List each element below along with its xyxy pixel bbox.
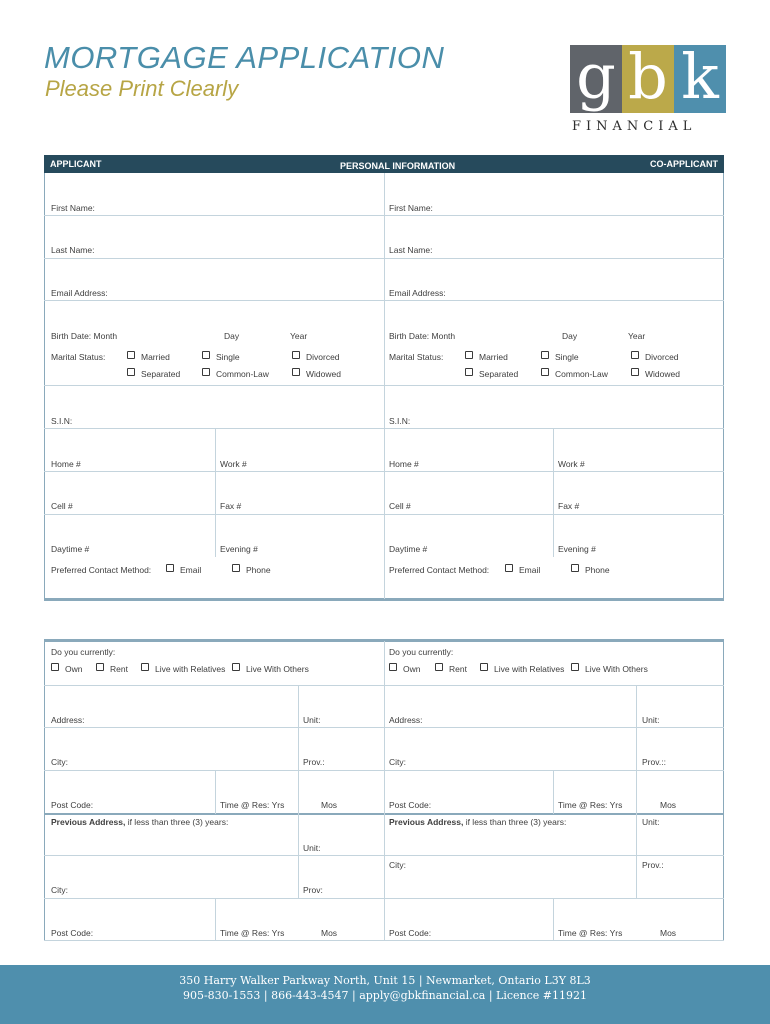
co-daytime-phone-field[interactable]: Daytime # [389,544,428,554]
column-divider [553,428,554,557]
rent-checkbox[interactable] [96,663,104,671]
column-divider [215,898,216,941]
column-divider [553,898,554,941]
co-divorced-label: Divorced [645,352,679,362]
widowed-checkbox[interactable] [292,368,300,376]
co-previous-unit-field[interactable]: Unit: [642,817,660,827]
divorced-label: Divorced [306,352,340,362]
co-residence-status-label: Do you currently: [389,647,454,657]
birth-year-field[interactable]: Year [290,331,308,341]
time-at-residence-years-field[interactable]: Time @ Res: Yrs [220,800,285,810]
co-prov-field[interactable]: Prov.:: [642,757,666,767]
co-time-at-residence-years-field[interactable]: Time @ Res: Yrs [558,800,623,810]
co-preferred-contact-label: Preferred Contact Method: [389,565,490,575]
address-field[interactable]: Address: [51,715,85,725]
previous-post-code-field[interactable]: Post Code: [51,928,94,938]
column-divider [636,814,637,898]
single-label: Single [216,352,240,362]
column-divider [553,770,554,814]
co-live-with-others-checkbox[interactable] [571,663,579,671]
residence-status-label: Do you currently: [51,647,116,657]
co-divorced-checkbox[interactable] [631,351,639,359]
footer-contact: 905-830-1553 | 866-443-4547 | apply@gbkfinancial.ca | Licence #11921 [182,989,588,1002]
daytime-phone-field[interactable]: Daytime # [51,544,90,554]
gbk-logo [570,40,726,137]
co-single-checkbox[interactable] [541,351,549,359]
separated-checkbox[interactable] [127,368,135,376]
co-common-law-checkbox[interactable] [541,368,549,376]
email-address-field[interactable]: Email Address: [51,288,108,298]
previous-time-months-field[interactable]: Mos [321,928,338,938]
co-work-phone-field[interactable]: Work # [558,459,585,469]
co-evening-phone-field[interactable]: Evening # [558,544,596,554]
live-with-others-checkbox[interactable] [232,663,240,671]
co-previous-city-field[interactable]: City: [389,860,406,870]
personal-info-header [44,155,724,173]
cell-phone-field[interactable]: Cell # [51,501,73,511]
married-label: Married [141,352,170,362]
own-label: Own [65,664,83,674]
sin-field[interactable]: S.I.N: [51,416,73,426]
row-divider [44,898,384,899]
widowed-label: Widowed [306,369,341,379]
last-name-field[interactable]: Last Name: [51,245,95,255]
co-separated-checkbox[interactable] [465,368,473,376]
co-birth-day-field[interactable]: Day [562,331,578,341]
column-divider [298,685,299,814]
post-code-field[interactable]: Post Code: [51,800,94,810]
co-unit-field[interactable]: Unit: [642,715,660,725]
previous-city-field[interactable]: City: [51,885,68,895]
row-divider [384,898,724,899]
prov-field[interactable]: Prov.: [303,757,325,767]
co-previous-time-months-field[interactable]: Mos [660,928,677,938]
co-previous-address-label[interactable]: Previous Address, if less than three (3) years: [389,817,567,827]
co-contact-phone-checkbox[interactable] [571,564,579,572]
previous-unit-field[interactable]: Unit: [303,843,321,853]
birth-day-field[interactable]: Day [224,331,240,341]
live-with-others-label: Live With Others [246,664,309,674]
co-previous-post-code-field[interactable]: Post Code: [389,928,432,938]
co-birth-year-field[interactable]: Year [628,331,646,341]
logo-financial-text: FINANCIAL [572,119,697,134]
co-sin-field[interactable]: S.I.N: [389,416,411,426]
preferred-contact-label: Preferred Contact Method: [51,565,152,575]
first-name-field[interactable]: First Name: [51,203,95,213]
separated-label: Separated [141,369,181,379]
common-law-checkbox[interactable] [202,368,210,376]
co-previous-time-years-field[interactable]: Time @ Res: Yrs [558,928,623,938]
contact-email-checkbox[interactable] [166,564,174,572]
co-rent-checkbox[interactable] [435,663,443,671]
co-rent-label: Rent [449,664,467,674]
logo-tile-g: g [570,45,622,113]
contact-phone-label: Phone [246,565,271,575]
co-live-with-relatives-checkbox[interactable] [480,663,488,671]
previous-time-years-field[interactable]: Time @ Res: Yrs [220,928,285,938]
form-title: MORTGAGE APPLICATION [44,40,445,75]
column-divider [384,641,385,941]
live-with-relatives-checkbox[interactable] [141,663,149,671]
column-divider [298,814,299,898]
co-previous-prov-field[interactable]: Prov.: [642,860,664,870]
city-field[interactable]: City: [51,757,68,767]
unit-field[interactable]: Unit: [303,715,321,725]
previous-prov-field[interactable]: Prov: [303,885,323,895]
co-contact-email-label: Email [519,565,541,575]
own-checkbox[interactable] [51,663,59,671]
co-own-label: Own [403,664,421,674]
co-single-label: Single [555,352,579,362]
co-widowed-label: Widowed [645,369,680,379]
row-divider [384,855,724,856]
fax-field[interactable]: Fax # [220,501,242,511]
personal-info-heading: PERSONAL INFORMATION [340,161,456,171]
co-address-field[interactable]: Address: [389,715,423,725]
single-checkbox[interactable] [202,351,210,359]
co-own-checkbox[interactable] [389,663,397,671]
birth-month-field[interactable]: Birth Date: Month [51,331,118,341]
previous-address-label[interactable]: Previous Address, if less than three (3) years: [51,817,229,827]
co-birth-month-field[interactable]: Birth Date: Month [389,331,456,341]
co-married-label: Married [479,352,508,362]
co-email-address-field[interactable]: Email Address: [389,288,446,298]
home-phone-field[interactable]: Home # [51,459,81,469]
contact-email-label: Email [180,565,202,575]
marital-status-label: Marital Status: [51,352,106,362]
applicant-heading: APPLICANT [50,159,102,169]
logo-tile-b: b [622,45,674,113]
co-live-with-others-label: Live With Others [585,664,648,674]
co-marital-status-label: Marital Status: [389,352,444,362]
row-divider [44,855,384,856]
co-home-phone-field[interactable]: Home # [389,459,419,469]
divorced-checkbox[interactable] [292,351,300,359]
co-last-name-field[interactable]: Last Name: [389,245,433,255]
co-cell-phone-field[interactable]: Cell # [389,501,411,511]
co-time-at-residence-months-field[interactable]: Mos [660,800,677,810]
form-subtitle: Please Print Clearly [45,76,239,101]
column-divider [636,685,637,814]
live-with-relatives-label: Live with Relatives [155,664,226,674]
co-city-field[interactable]: City: [389,757,406,767]
co-first-name-field[interactable]: First Name: [389,203,433,213]
contact-phone-checkbox[interactable] [232,564,240,572]
co-live-with-relatives-label: Live with Relatives [494,664,565,674]
time-at-residence-months-field[interactable]: Mos [321,800,338,810]
co-contact-phone-label: Phone [585,565,610,575]
contact-footer [0,965,770,1024]
column-divider [215,428,216,557]
co-separated-label: Separated [479,369,519,379]
evening-phone-field[interactable]: Evening # [220,544,258,554]
logo-tile-k: k [674,45,726,113]
footer-address: 350 Harry Walker Parkway North, Unit 15 | Newmarket, Ontario L3Y 8L3 [179,974,591,987]
co-married-checkbox[interactable] [465,351,473,359]
co-post-code-field[interactable]: Post Code: [389,800,432,810]
co-fax-field[interactable]: Fax # [558,501,580,511]
column-divider [215,770,216,814]
column-divider [384,173,385,599]
coapplicant-heading: CO-APPLICANT [650,159,718,169]
common-law-label: Common-Law [216,369,269,379]
co-widowed-checkbox[interactable] [631,368,639,376]
work-phone-field[interactable]: Work # [220,459,247,469]
married-checkbox[interactable] [127,351,135,359]
co-common-law-label: Common-Law [555,369,608,379]
rent-label: Rent [110,664,128,674]
co-contact-email-checkbox[interactable] [505,564,513,572]
